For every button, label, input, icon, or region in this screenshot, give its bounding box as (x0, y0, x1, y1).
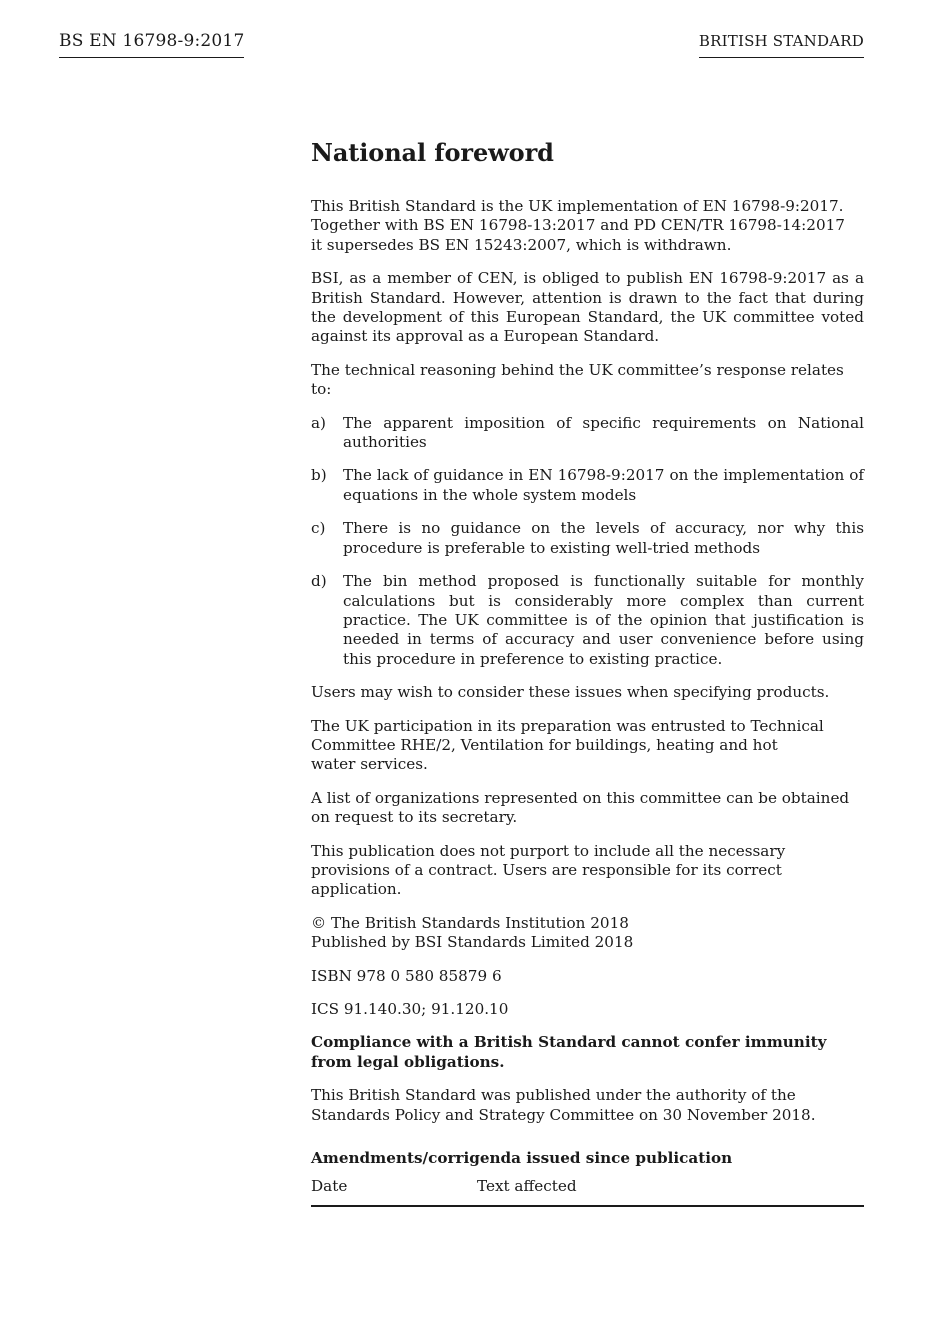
publication-authority: This British Standard was published under the authority of the Standards Policy and Strategy Committee on 30 November 2018. (311, 1086, 816, 1124)
ics-codes: ICS 91.140.30; 91.120.10 (311, 1000, 509, 1018)
users-consider-paragraph: Users may wish to consider these issues when specifying products. (311, 683, 830, 702)
technical-reasoning-intro: The technical reasoning behind the UK committee’s response relates to: (311, 360, 844, 399)
list-item (311, 519, 864, 558)
list-item-text: The bin method proposed is functionally suitable for monthly calculations but is considerably more complex than current practice. The UK committee is of the opinion that justification is needed in terms of accuracy and user convenience before using this procedure in preference to existing practice. (343, 572, 864, 668)
organizations-paragraph: A list of organizations represented on this committee can be obtained on request to its secretary. (311, 788, 850, 827)
list-marker: c) (311, 519, 326, 538)
cen-obligation-paragraph: BSI, as a member of CEN, is obliged to publish EN 16798-9:2017 as a British Standard. However, attention is drawn to the fact that during the development of this European Standard, the UK committee voted against its approval as a European Standard. (311, 269, 864, 346)
reasoning-list (311, 414, 864, 669)
copyright-notice: © The British Standards Institution 2018 Published by BSI Standards Limited 2018 (311, 913, 634, 952)
foreword-body (311, 138, 864, 1207)
list-item (311, 572, 864, 669)
standard-series-label: BRITISH STANDARD (699, 32, 864, 58)
list-item-text: The apparent imposition of specific requirements on National authorities (343, 413, 864, 452)
isbn: ISBN 978 0 580 85879 6 (311, 966, 502, 985)
amendments-table-header (311, 1177, 864, 1207)
contract-provisions-paragraph: This publication does not purport to include all the necessary provisions of a contract. Users are responsible for its correct application. (311, 841, 786, 899)
amendments-text-column: Text affected (477, 1177, 577, 1196)
list-item-text: There is no guidance on the levels of accuracy, nor why this procedure is preferable to existing well-tried methods (343, 519, 864, 557)
document-number: BS EN 16798-9:2017 (59, 31, 244, 58)
list-marker: b) (311, 466, 327, 485)
list-marker: d) (311, 572, 327, 591)
list-item (311, 466, 864, 505)
committee-paragraph: The UK participation in its preparation was entrusted to Technical Committee RHE/2, Ventilation for buildings, heating and hot water services. (311, 716, 824, 774)
amendments-heading: Amendments/corrigenda issued since publication (311, 1149, 733, 1168)
list-item-text: The lack of guidance in EN 16798-9:2017 on the implementation of equations in the whole system models (343, 466, 864, 504)
list-item (311, 414, 864, 453)
compliance-notice: Compliance with a British Standard cannot confer immunity from legal obligations. (311, 1033, 827, 1071)
page-title: National foreword (311, 138, 554, 167)
amendments-date-column: Date (311, 1177, 348, 1196)
list-marker: a) (311, 413, 326, 432)
implementation-paragraph: This British Standard is the UK implementation of EN 16798-9:2017. Together with BS EN 16798-13:2017 and PD CEN/TR 16798-14:2017 it supersedes BS EN 15243:2007, which is withdrawn. (311, 197, 845, 254)
